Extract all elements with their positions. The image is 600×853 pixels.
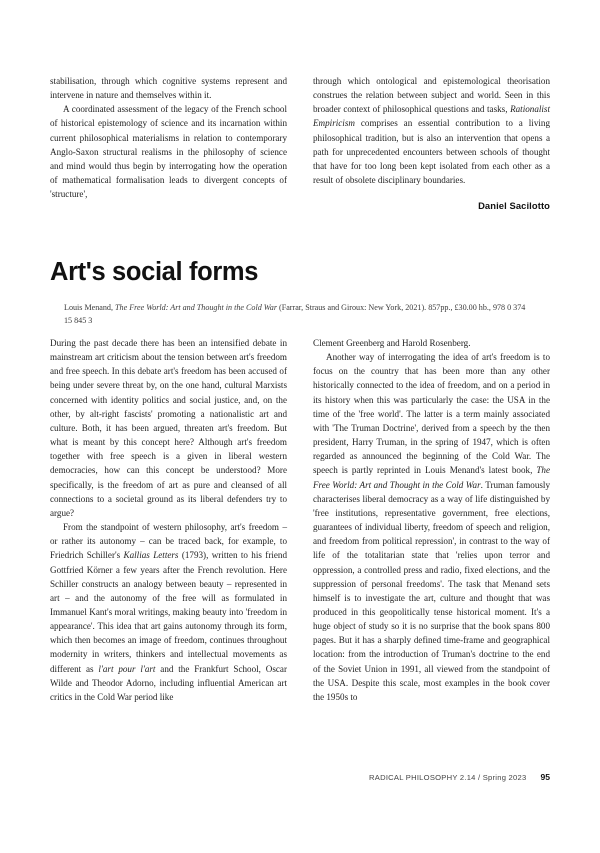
right-p2-part-2: . Truman famously characterises liberal democracy as a way of life distinguished by 'free institutions, representative government, free elections, guarantees of individual liberty, freedom of speech and religion, and freedom from political repression', in contrast to the way of life of the totalitarian state that 'relies upon terror and oppression, a controlled press and radio, fixed elections, and the suppression of personal freedoms'. The task that Menand sets himself is to investigate the art, culture and thought that was produced in this geopolitically tense historical moment. It's a huge object of study so it is no surprise that the book spans 800 pages. But it has a sharply defined time-frame and geographical location: from the introduction of Truman's doctrine to the end of the Soviet Union in 1991, all viewed from the standpoint of the USA. Despite this scale, most examples in the book cover the 1950s to [313, 479, 551, 702]
citation-publication-details: (Farrar, Straus and Giroux: New York, 2021). 857pp., £30.00 hb., 978 0 374 15 845 3 [64, 303, 526, 326]
left-paragraph-2 [50, 520, 287, 704]
right-paragraph-1: Clement Greenberg and Harold Rosenberg. [313, 338, 471, 348]
right-paragraph-2 [313, 350, 550, 704]
body-right-column [313, 336, 550, 704]
citation-book-title: The Free World: Art and Thought in the Cold War [115, 303, 277, 312]
citation-author: Louis Menand, [64, 303, 116, 312]
body-left-column [50, 336, 287, 704]
tail-book-title-italic: Rationalist Empiricism [313, 104, 550, 129]
right-p2-italic-book-title: The Free World: Art and Thought in the Cold War [313, 465, 550, 490]
tail-text-part-2: comprises an essential contribution to a living philosophical tradition, but is also an intervention that opens a path for unprecedented encounters between schools of thought that have for too long been kept isolated from each other as a result of obsolete disciplinary boundaries. [313, 118, 550, 186]
footer-running-head: RADICAL PHILOSOPHY 2.14 / Spring 2023 [369, 773, 527, 782]
previous-article-author-signature: Daniel Sacilotto [478, 200, 550, 212]
left-p2-italic-kallias-letters: Kallias Letters [123, 550, 179, 561]
right-p2-part-1: Another way of interrogating the idea of art's freedom is to focus on the country that has been more than any other historically connected to the idea of freedom, and on a period in its history when this was particularly the case: the USA in the time of the 'free world'. The latter is a term mainly associated with 'The Truman Doctrine', derived from a speech by the then president, Harry Truman, in the spring of 1947, which is often regarded as announced the beginning of the Cold War. The speech is partly reprinted in Louis Menand's latest book, [313, 352, 550, 476]
left-p2-part-2: (1793), written to his friend Gottfried Körner a few years after the French revolution. Here Schiller constructs an analogy between beauty – represented in art – and the autonomy of the free will as formulated in Immanuel Kant's moral writings, making beauty into 'freedom in appearance'. This idea that art gains autonomy through its form, which then becomes an image of freedom, continues throughout modernity in writers, thinkers and intellectual movements as different as [50, 550, 288, 674]
tail-text-part-1: through which ontological and epistemological theorisation construes the relation between subject and world. Seen in this broader context of philosophical questions and tasks, [313, 76, 550, 115]
tail-right-column [313, 74, 550, 211]
tail-paragraph-2: A coordinated assessment of the legacy of the French school of historical epistemology of science and its incarnation within current philosophical materialisms in relation to contemporary Anglo-Saxon structural realisms in the philosophy of science and mind would thus begin by interrogating how the operation of mathematical formalisation leads to divergent concepts of 'structure', [50, 104, 287, 200]
tail-left-column [50, 74, 287, 211]
page-footer [50, 772, 550, 782]
footer-page-number: 95 [540, 772, 550, 782]
tail-paragraph-3 [313, 74, 550, 187]
left-p2-part-1: From the standpoint of western philosophy, art's freedom – or rather its autonomy – can be traced back, for example, to Friedrich Schiller's [50, 522, 287, 561]
left-paragraph-1: During the past decade there has been an intensified debate in mainstream art criticism about the tension between art's freedom and free speech. In this debate art's freedom has been accused of being under severe threat by, on the one hand, cultural Marxists concerned with identity politics and social justice, and, on the other, by alt-right fascists' promoting a nationalistic art and culture. Both, it has been argued, threaten art's freedom. But what is meant by this concept here? Although art's freedom together with free speech is a given in liberal western democracies, how can this concept be understood? More specifically, is the freedom of art as pure and cleansed of all connections to a societal ground as its liberal defenders try to argue? [50, 338, 287, 518]
left-p2-italic-lart-pour-lart: l'art pour l'art [98, 663, 156, 674]
article-body [50, 336, 550, 704]
tail-paragraph-1: stabilisation, through which cognitive systems represent and intervene in nature and themselves within it. [50, 76, 287, 101]
previous-article-tail [50, 74, 550, 211]
left-p2-part-3: and the Frankfurt School, Oscar Wilde and Theodor Adorno, including influential American art critics in the Cold War period like [50, 663, 287, 702]
book-citation [64, 301, 534, 328]
page-title: Art's social forms [50, 258, 259, 286]
